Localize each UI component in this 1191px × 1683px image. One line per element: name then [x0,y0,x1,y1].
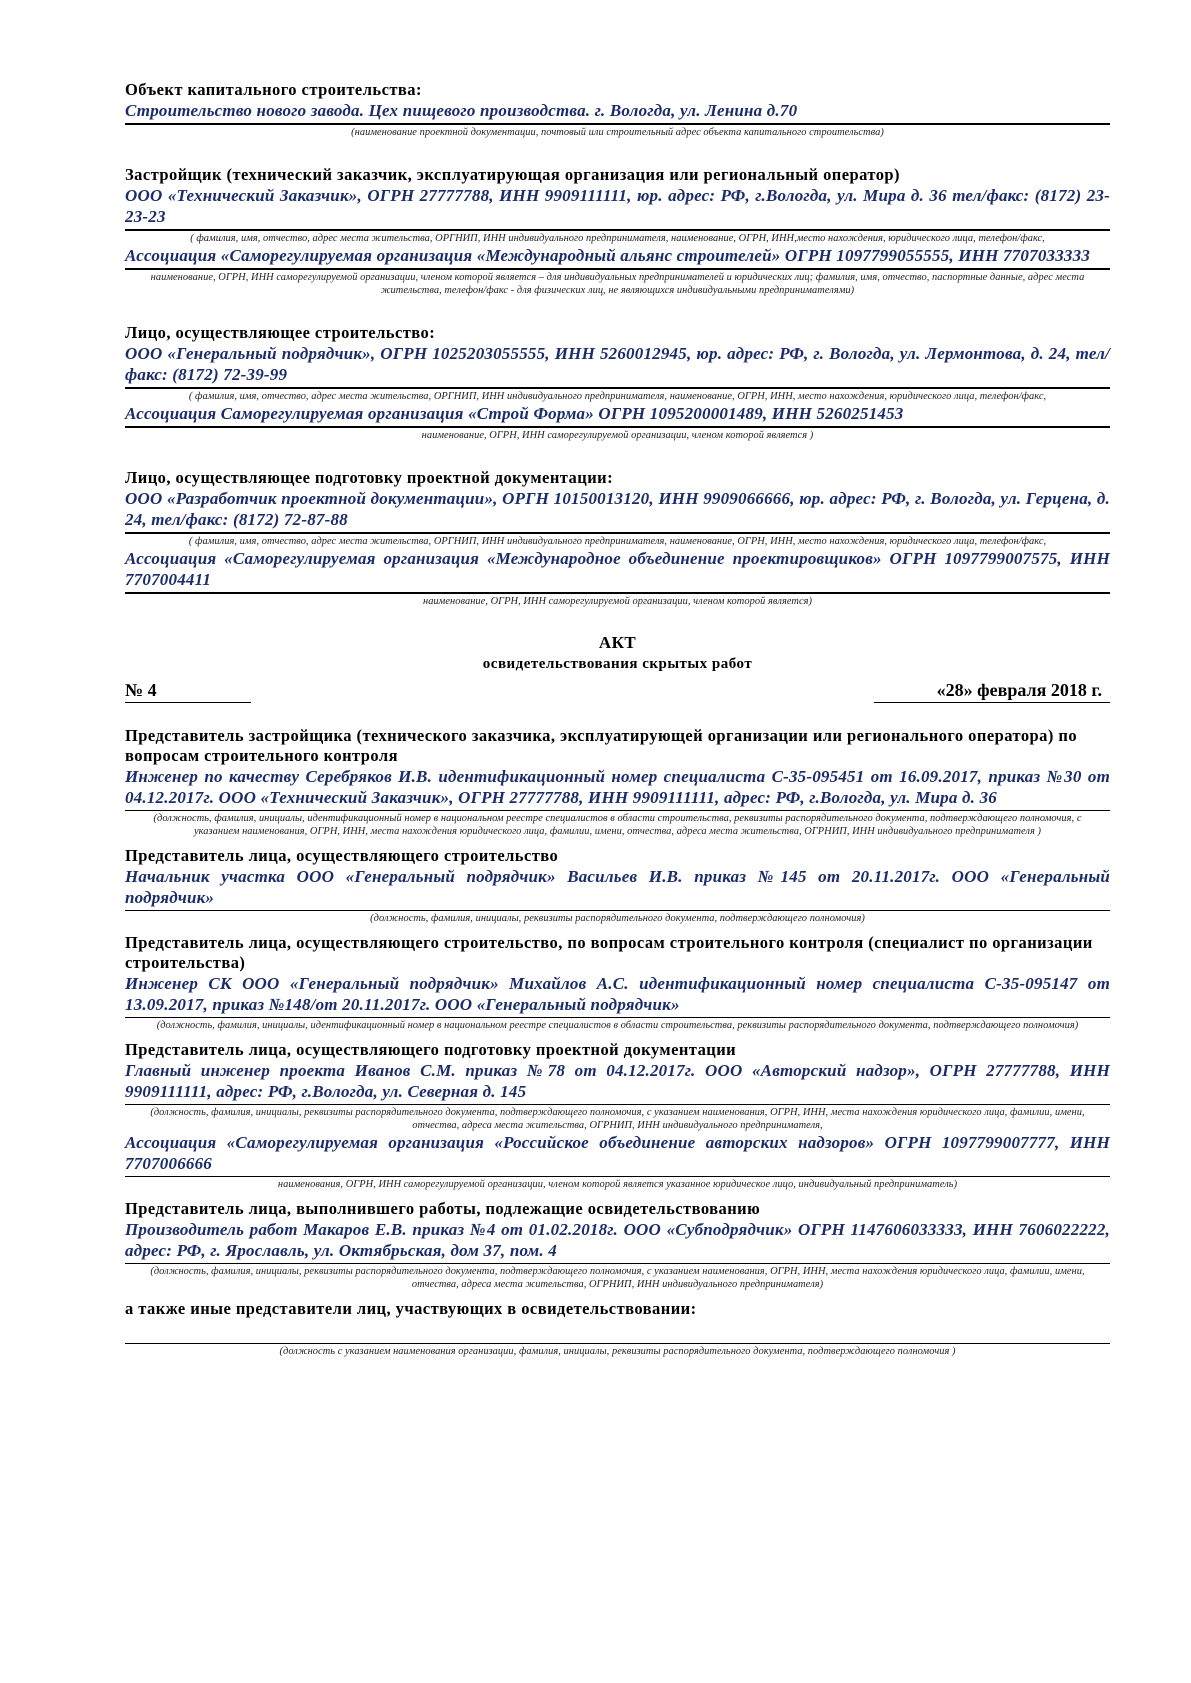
rep-builder-control-heading: Представитель лица, осуществляющего строительство, по вопросам строительного контроля (специалист по организации строительства) [125,933,1093,972]
rep-developer-caption: (должность, фамилия, инициалы, идентификационный номер в национальном реестре специалистов в области строительства, реквизиты распорядительного документа, подтверждающего полномочия, с указанием наименования, ОГРН, ИНН, места нахождения юридического лица, фамилии, имени, отчества, адреса места жительства, ОГРНИП, ИНН индивидуального предпринимателя ) [153,813,1082,837]
rep-contractor-value: Производитель работ Макаров Е.В. приказ №4 от 01.02.2018г. ООО «Субподрядчик» ОГРН 1147606033333, ИНН 7606022222, адрес: РФ, г. Ярославль, ул. Октябрьская, дом 37, пом. 4 [125,1220,1110,1260]
rep-builder-value: Начальник участка ООО «Генеральный подрядчик» Васильев И.В. приказ №145 от 20.11.2017г. ООО «Генеральный подрядчик» [125,867,1110,907]
rep-developer-heading: Представитель застройщика (технического заказчика, эксплуатирующей организации или регионального оператора) по вопросам строительного контроля [125,726,1078,765]
builder-sro-value: Ассоциация Саморегулируемая организация «Строй Форма» ОГРН 1095200001489, ИНН 5260251453 [125,404,904,423]
others-blank-field [125,1319,1110,1341]
designer-value: ООО «Разработчик проектной документации», ОРГН 10150013120, ИНН 9909066666, юр. адрес: РФ, г. Вологда, ул. Герцена, д. 24, тел/факс: (8172) 72-87-88 [125,489,1110,529]
object-caption: (наименование проектной документации, почтовый или строительный адрес объекта капитального строительства) [351,127,884,138]
rep-contractor-caption: (должность, фамилия, инициалы, реквизиты распорядительного документа, подтверждающего полномочия, с указанием наименования, ОГРН, ИНН, места нахождения юридического лица, фамилии, имени, отчества, адреса места жительства, ОГРНИП, ИНН индивидуального предпринимателя) [150,1266,1085,1290]
document-page [125,80,1110,1358]
developer-sro-value: Ассоциация «Саморегулируемая организация «Международный альянс строителей» ОГРН 1097799055555, ИНН 7707033333 [125,246,1091,265]
others-heading: а также иные представители лиц, участвующих в освидетельствовании: [125,1299,697,1318]
act-date: «28» февраля 2018 г. [874,678,1110,703]
rep-builder-control-caption: (должность, фамилия, инициалы, идентификационный номер в национальном реестре специалистов в области строительства, реквизиты распорядительного документа, подтверждающего полномочия) [156,1020,1079,1031]
designer-sro-value: Ассоциация «Саморегулируемая организация «Международное объединение проектировщиков» ОГРН 1097799007575, ИНН 7707004411 [125,549,1110,589]
act-subtitle: освидетельствования скрытых работ [482,656,753,672]
rep-designer-heading: Представитель лица, осуществляющего подготовку проектной документации [125,1040,737,1059]
rep-builder-heading: Представитель лица, осуществляющего строительство [125,846,559,865]
developer-sro-caption: наименование, ОГРН, ИНН саморегулируемой организации, членом которой является – для индивидуальных предпринимателей и юридических лиц; фамилия, имя, отчество, паспортные данные, адрес места жительства, телефон/факс - для физических лиц, не являющихся индивидуальными предпринимателями) [150,272,1085,296]
act-number-date-row [125,678,1110,706]
rep-designer-sro-caption: наименования, ОГРН, ИНН саморегулируемой организации, членом которой является указанное юридическое лицо, индивидуальный предприниматель) [277,1179,958,1190]
rep-designer-sro-value: Ассоциация «Саморегулируемая организация «Российское объединение авторских надзоров» ОГРН 1097799007777, ИНН 7707006666 [125,1133,1110,1173]
act-title: АКТ [598,633,637,652]
builder-sro-caption: наименование, ОГРН, ИНН саморегулируемой организации, членом которой является ) [421,430,814,441]
rep-builder-control-value: Инженер СК ООО «Генеральный подрядчик» Михайлов А.С. идентификационный номер специалиста С-35-095147 от 13.09.2017, приказ №148/от 20.11.2017г. ООО «Генеральный подрядчик» [125,974,1110,1014]
object-heading: Объект капитального строительства: [125,80,422,99]
rep-designer-caption: (должность, фамилия, инициалы, реквизиты распорядительного документа, подтверждающего полномочия, с указанием наименования, ОГРН, ИНН, места нахождения юридического лица, фамилии, имени, отчества, адреса места жительства, ОГРНИП, ИНН индивидуального предпринимателя, [150,1107,1085,1131]
builder-caption: ( фамилия, имя, отчество, адрес места жительства, ОРГНИП, ИНН индивидуального предпринимателя, наименование, ОГРН, ИНН, место нахождения, юридического лица, телефон/факс, [188,391,1047,402]
builder-heading: Лицо, осуществляющее строительство: [125,323,436,342]
rep-developer-value: Инженер по качеству Серебряков И.В. идентификационный номер специалиста С-35-095451 от 16.09.2017, приказ №30 от 04.12.2017г. ООО «Технический Заказчик», ОГРН 27777788, ИНН 9909111111, адрес: РФ, г.Вологда, ул. Мира д. 36 [125,767,1110,807]
act-number: № 4 [125,678,251,703]
developer-value: ООО «Технический Заказчик», ОГРН 27777788, ИНН 9909111111, юр. адрес: РФ, г.Вологда, ул. Мира д. 36 тел/факс: (8172) 23-23-23 [125,186,1110,226]
designer-heading: Лицо, осуществляющее подготовку проектной документации: [125,468,614,487]
rep-builder-caption: (должность, фамилия, инициалы, реквизиты распорядительного документа, подтверждающего полномочия) [370,913,865,924]
rep-designer-value: Главный инженер проекта Иванов С.М. приказ №78 от 04.12.2017г. ООО «Авторский надзор», ОГРН 27777788, ИНН 9909111111, адрес: РФ, г.Вологда, ул. Северная д. 145 [125,1061,1110,1101]
others-caption: (должность с указанием наименования организации, фамилия, инициалы, реквизиты распорядительного документа, подтверждающего полномочия ) [279,1346,956,1357]
rep-contractor-heading: Представитель лица, выполнившего работы, подлежащие освидетельствованию [125,1199,761,1218]
object-value: Строительство нового завода. Цех пищевого производства. г. Вологда, ул. Ленина д.70 [125,101,798,120]
builder-value: ООО «Генеральный подрядчик», ОГРН 1025203055555, ИНН 5260012945, юр. адрес: РФ, г. Вологда, ул. Лермонтова, д. 24, тел/факс: (8172) 72-39-99 [125,344,1110,384]
developer-heading: Застройщик (технический заказчик, эксплуатирующая организация или региональный оператор) [125,165,901,184]
designer-caption: ( фамилия, имя, отчество, адрес места жительства, ОРГНИП, ИНН индивидуального предпринимателя, наименование, ОГРН, ИНН, место нахождения, юридического лица, телефон/факс, [188,536,1047,547]
developer-caption: ( фамилия, имя, отчество, адрес места жительства, ОРГНИП, ИНН индивидуального предпринимателя, наименование, ОГРН, ИНН,место нахождения, юридического лица, телефон/факс, [190,233,1045,244]
designer-sro-caption: наименование, ОГРН, ИНН саморегулируемой организации, членом которой является) [422,596,812,607]
